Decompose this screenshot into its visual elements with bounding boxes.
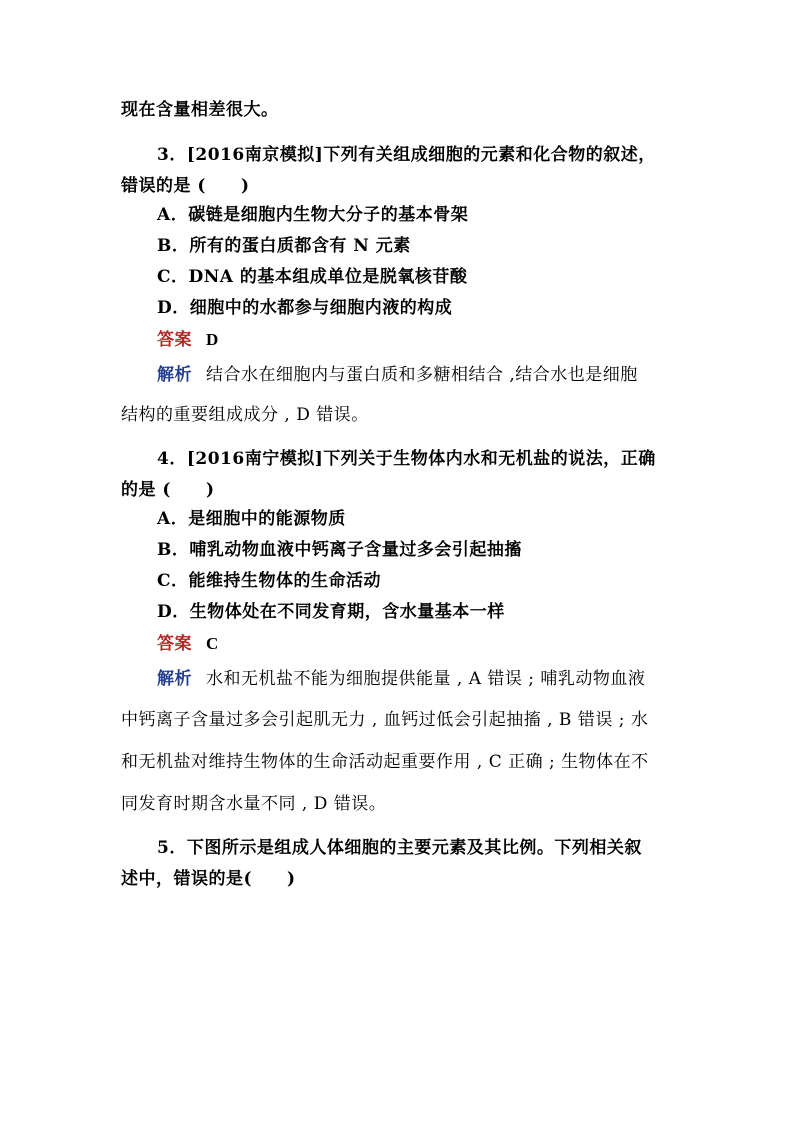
question-5-stem-line1 [157, 837, 642, 859]
question-3-stem-line2: 错误的是 ( ) [121, 176, 250, 196]
question-4-option-c: C．能维持生物体的生命活动 [157, 571, 382, 591]
answer-label: 答案 [157, 330, 192, 350]
analysis-label: 解析 [157, 365, 192, 385]
question-4-number: 4． [157, 449, 187, 469]
analysis-label: 解析 [157, 669, 192, 689]
question-4-stem-line2: 的是 ( ) [121, 480, 215, 500]
question-4-stem-text1: 下列关于生物体内水和无机盐的说法，正确 [323, 449, 656, 469]
question-4-analysis-line1 [157, 668, 645, 690]
question-5-stem-text1: 下图所示是组成人体细胞的主要元素及其比例。下列相关叙 [186, 838, 642, 858]
question-3-stem-text1: 下列有关组成细胞的元素和化合物的叙述， [323, 145, 656, 165]
question-3-analysis-text1: 结合水在细胞内与蛋白质和多糖相结合 ,结合水也是细胞 [206, 365, 638, 385]
question-3-option-c: C．DNA 的基本组成单位是脱氧核苷酸 [157, 267, 468, 287]
question-3-number: 3． [157, 145, 187, 165]
intro-tail-text: 现在含量相差很大。 [121, 100, 279, 120]
answer-label: 答案 [157, 634, 192, 654]
answer-value: D [206, 330, 219, 349]
question-4-analysis-line2: 中钙离子含量过多会引起肌无力 , 血钙过低会引起抽搐 , B 错误 ; 水 [121, 710, 649, 730]
question-4-analysis-line4: 同发育时期含水量不同 , D 错误。 [121, 794, 387, 814]
question-3-option-b: B．所有的蛋白质都含有 N 元素 [157, 236, 411, 256]
question-3-option-a: A．碳链是细胞内生物大分子的基本骨架 [157, 205, 469, 225]
answer-value: C [206, 634, 219, 653]
question-4-analysis-line3: 和无机盐对维持生物体的生命活动起重要作用 , C 正确 ; 生物体在不 [121, 752, 649, 772]
question-4-option-b: B．哺乳动物血液中钙离子含量过多会引起抽搐 [157, 540, 522, 560]
question-3-stem-line1 [157, 144, 656, 166]
question-3-analysis-line2: 结构的重要组成成分 , D 错误。 [121, 405, 369, 425]
question-3-option-d: D．细胞中的水都参与细胞内液的构成 [157, 298, 453, 318]
question-4-option-d: D．生物体处在不同发育期，含水量基本一样 [157, 602, 505, 622]
question-3-answer [157, 329, 219, 351]
question-4-analysis-text1: 水和无机盐不能为细胞提供能量 , A 错误 ; 哺乳动物血液 [206, 669, 646, 689]
question-4-answer [157, 633, 219, 655]
question-3-source: [2016南京模拟] [186, 145, 324, 165]
question-5-stem-line2: 述中，错误的是( ) [121, 869, 296, 889]
question-3-analysis-line1 [157, 364, 638, 386]
question-5-number: 5． [157, 838, 187, 858]
question-4-stem-line1 [157, 448, 656, 470]
question-4-source: [2016南宁模拟] [186, 449, 324, 469]
question-4-option-a: A．是细胞中的能源物质 [157, 509, 346, 529]
